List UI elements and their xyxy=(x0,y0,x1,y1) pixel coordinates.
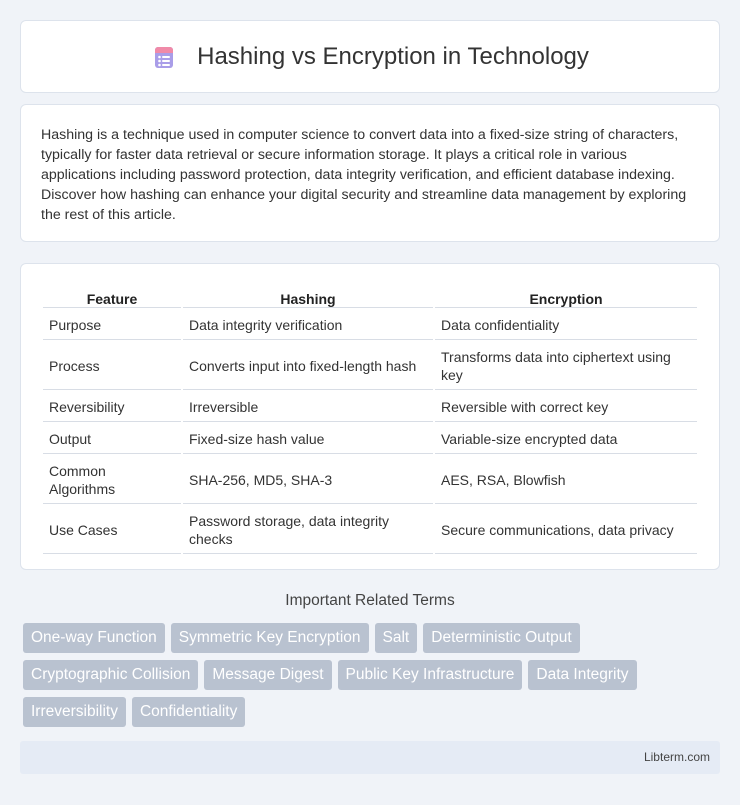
tag-one-way-function[interactable]: One-way Function xyxy=(23,623,165,653)
table-cell: Fixed-size hash value xyxy=(183,424,433,454)
tag-confidentiality[interactable]: Confidentiality xyxy=(132,697,245,727)
tag-deterministic-output[interactable]: Deterministic Output xyxy=(423,623,579,653)
tag-row xyxy=(23,697,723,727)
table-cell: Reversible with correct key xyxy=(435,392,697,422)
table-cell: SHA-256, MD5, SHA-3 xyxy=(183,456,433,504)
table-cell: Password storage, data integrity checks xyxy=(183,506,433,554)
table-cell: Data integrity verification xyxy=(183,310,433,340)
document-list-icon xyxy=(151,44,177,70)
table-cell: AES, RSA, Blowfish xyxy=(435,456,697,504)
table-row xyxy=(43,424,697,454)
footer-site-link[interactable]: Libterm.com xyxy=(643,750,710,764)
page-title: Hashing vs Encryption in Technology xyxy=(197,42,589,70)
table-cell: Data confidentiality xyxy=(435,310,697,340)
table-cell: Secure communications, data privacy xyxy=(435,506,697,554)
table-cell: Transforms data into ciphertext using key xyxy=(435,342,697,390)
column-header-hashing: Hashing xyxy=(183,288,433,308)
comparison-table-card xyxy=(20,263,720,570)
table-row xyxy=(43,310,697,340)
table-cell: Use Cases xyxy=(43,506,181,554)
tag-irreversibility[interactable]: Irreversibility xyxy=(23,697,126,727)
table-cell: Variable-size encrypted data xyxy=(435,424,697,454)
table-cell: Process xyxy=(43,342,181,390)
tag-salt[interactable]: Salt xyxy=(375,623,418,653)
tag-row xyxy=(23,623,723,653)
table-row xyxy=(43,342,697,390)
column-header-feature: Feature xyxy=(43,288,181,308)
intro-text: Hashing is a technique used in computer science to convert data into a fixed-size string of characters, typically for faster data retrieval or secure information storage. It plays a critical role in various applications including password protection, data integrity verification, and efficient database indexing. Discover how hashing can enhance your digital security and streamline data management by exploring the rest of this article. xyxy=(41,127,687,223)
column-header-encryption: Encryption xyxy=(435,288,697,308)
table-header-row xyxy=(43,288,697,308)
related-terms-tags xyxy=(23,623,723,734)
table-row xyxy=(43,392,697,422)
table-row xyxy=(43,506,697,554)
table-cell: Irreversible xyxy=(183,392,433,422)
tag-data-integrity[interactable]: Data Integrity xyxy=(528,660,636,690)
tag-message-digest[interactable]: Message Digest xyxy=(204,660,331,690)
tag-public-key-infrastructure[interactable]: Public Key Infrastructure xyxy=(338,660,523,690)
table-cell: Converts input into fixed-length hash xyxy=(183,342,433,390)
table-cell: Purpose xyxy=(43,310,181,340)
table-cell: Reversibility xyxy=(43,392,181,422)
table-row xyxy=(43,456,697,504)
related-terms-title: Important Related Terms xyxy=(285,592,455,609)
comparison-table xyxy=(41,286,699,556)
tag-cryptographic-collision[interactable]: Cryptographic Collision xyxy=(23,660,198,690)
tag-symmetric-key-encryption[interactable]: Symmetric Key Encryption xyxy=(171,623,369,653)
tag-row xyxy=(23,660,723,690)
table-cell: Output xyxy=(43,424,181,454)
table-cell: Common Algorithms xyxy=(43,456,181,504)
intro-card xyxy=(20,104,720,242)
header-card xyxy=(20,20,720,93)
footer xyxy=(20,741,720,774)
